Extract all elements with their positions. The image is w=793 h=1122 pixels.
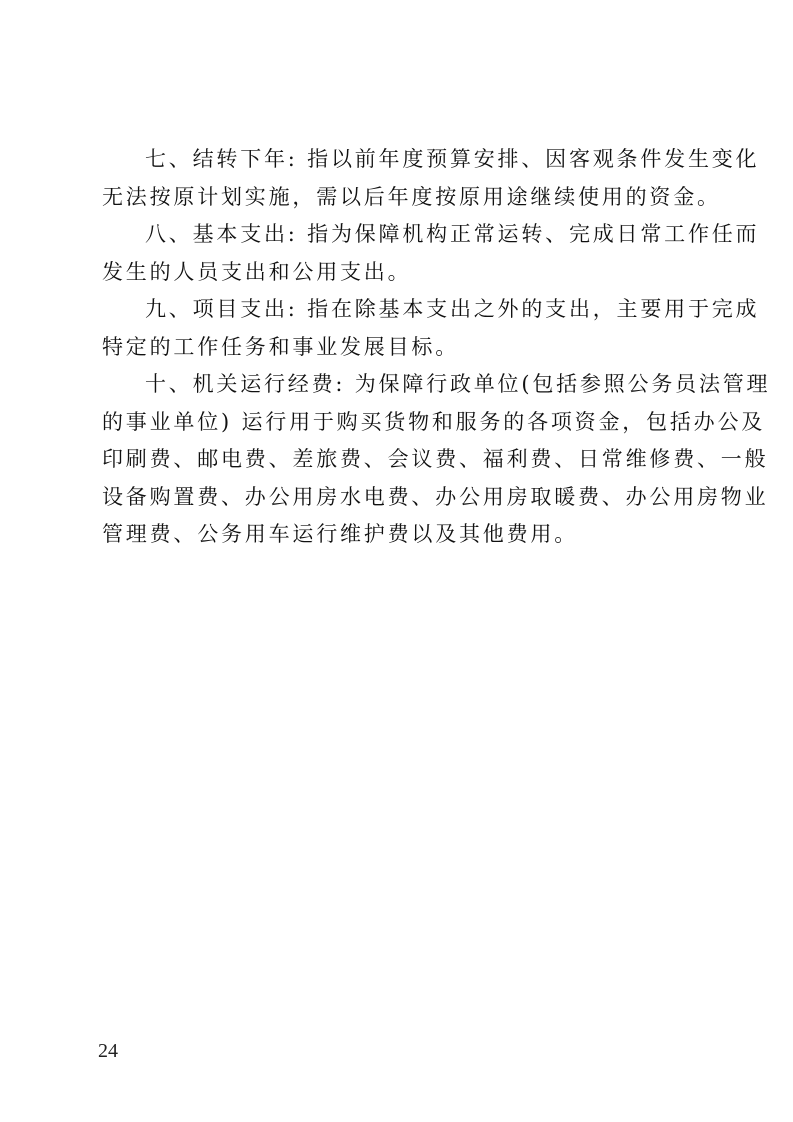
paragraph-line: 的事业单位) 运行用于购买货物和服务的各项资金，包括办公及 <box>102 409 766 434</box>
paragraph-basic-expenditure <box>102 216 760 291</box>
paragraph-line: 印刷费、邮电费、差旅费、会议费、福利费、日常维修费、一般 <box>102 447 769 471</box>
paragraph-operating-expenses <box>102 366 771 554</box>
paragraph-line: 无法按原计划实施，需以后年度按原用途继续使用的资金。 <box>102 184 721 209</box>
paragraph-line: 管理费、公务用车运行维护费以及其他费用。 <box>102 522 578 546</box>
paragraph-line: 九、项目支出: 指在除基本支出之外的支出，主要用于完成 <box>145 297 760 321</box>
page-number: 24 <box>98 1040 118 1062</box>
paragraph-line: 十、机关运行经费: 为保障行政单位(包括参照公务员法管理 <box>145 372 771 396</box>
paragraph-project-expenditure <box>102 291 760 366</box>
document-body <box>102 141 771 554</box>
paragraph-line: 八、基本支出: 指为保障机构正常运转、完成日常工作任而 <box>145 222 760 246</box>
paragraph-carryover <box>102 141 760 216</box>
paragraph-line: 七、结转下年: 指以前年度预算安排、因客观条件发生变化 <box>145 147 760 171</box>
paragraph-line: 特定的工作任务和事业发展目标。 <box>102 334 459 359</box>
paragraph-line: 发生的人员支出和公用支出。 <box>102 259 412 284</box>
paragraph-line: 设备购置费、办公用房水电费、办公用房取暖费、办公用房物业 <box>102 484 769 509</box>
